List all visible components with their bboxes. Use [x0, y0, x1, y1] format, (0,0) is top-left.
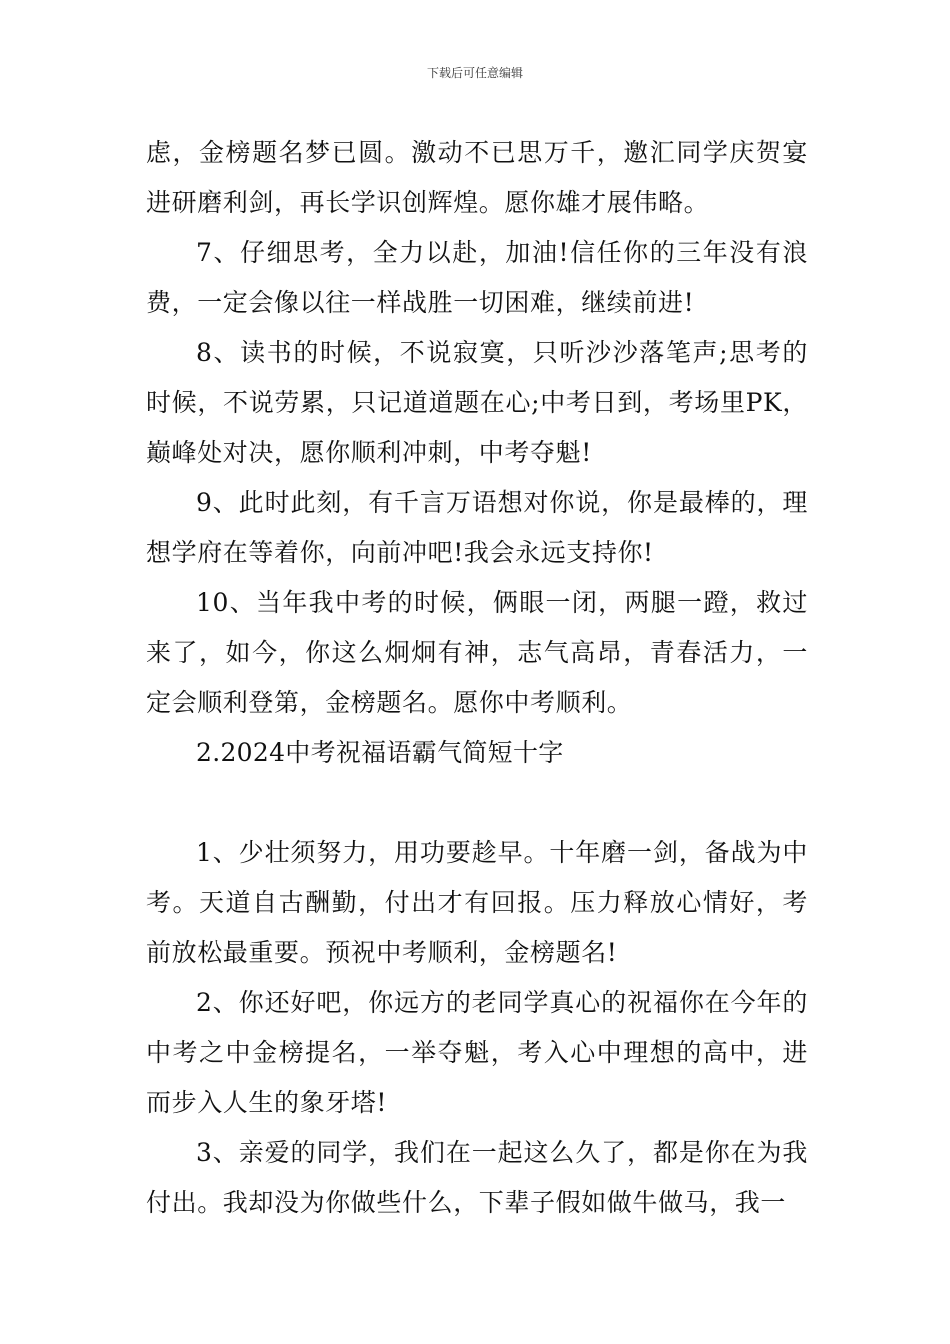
- paragraph-continuation: 虑，金榜题名梦已圆。激动不已思万千，邀汇同学庆贺宴进研磨利剑，再长学识创辉煌。愿你雄才展伟略。: [146, 138, 808, 217]
- paragraph-item-8: 8、读书的时候，不说寂寞，只听沙沙落笔声;思考的时候，不说劳累，只记道道题在心;中考日到，考场里PK，巅峰处对决，愿你顺利冲刺，中考夺魁!: [146, 338, 808, 467]
- paragraph-item-7: 7、仔细思考，全力以赴，加油!信任你的三年没有浪费，一定会像以往一样战胜一切困难，继续前进!: [146, 238, 808, 317]
- section-paragraph-item-1: 1、少壮须努力，用功要趁早。十年磨一剑，备战为中考。天道自古酬勤，付出才有回报。压力释放心情好，考前放松最重要。预祝中考顺利，金榜题名!: [146, 838, 808, 967]
- paragraph-item-9: 9、此时此刻，有千言万语想对你说，你是最棒的，理想学府在等着你，向前冲吧!我会永远支持你!: [146, 488, 808, 567]
- blank-line: [146, 778, 808, 828]
- section-paragraph-item-3: 3、亲爱的同学，我们在一起这么久了，都是你在为我付出。我却没为你做些什么，下辈子假如做牛做马，我一: [146, 1138, 808, 1217]
- section-heading: 2.2024中考祝福语霸气简短十字: [196, 738, 564, 767]
- section-paragraph-item-2: 2、你还好吧，你远方的老同学真心的祝福你在今年的中考之中金榜提名，一举夺魁，考入心中理想的高中，进而步入人生的象牙塔!: [146, 988, 808, 1117]
- paragraph-item-10: 10、当年我中考的时候，俩眼一闭，两腿一蹬，救过来了，如今，你这么炯炯有神，志气高昂，青春活力，一定会顺利登第，金榜题名。愿你中考顺利。: [146, 588, 808, 717]
- page-header: 下载后可任意编辑: [426, 66, 523, 80]
- document-body: [146, 128, 808, 1228]
